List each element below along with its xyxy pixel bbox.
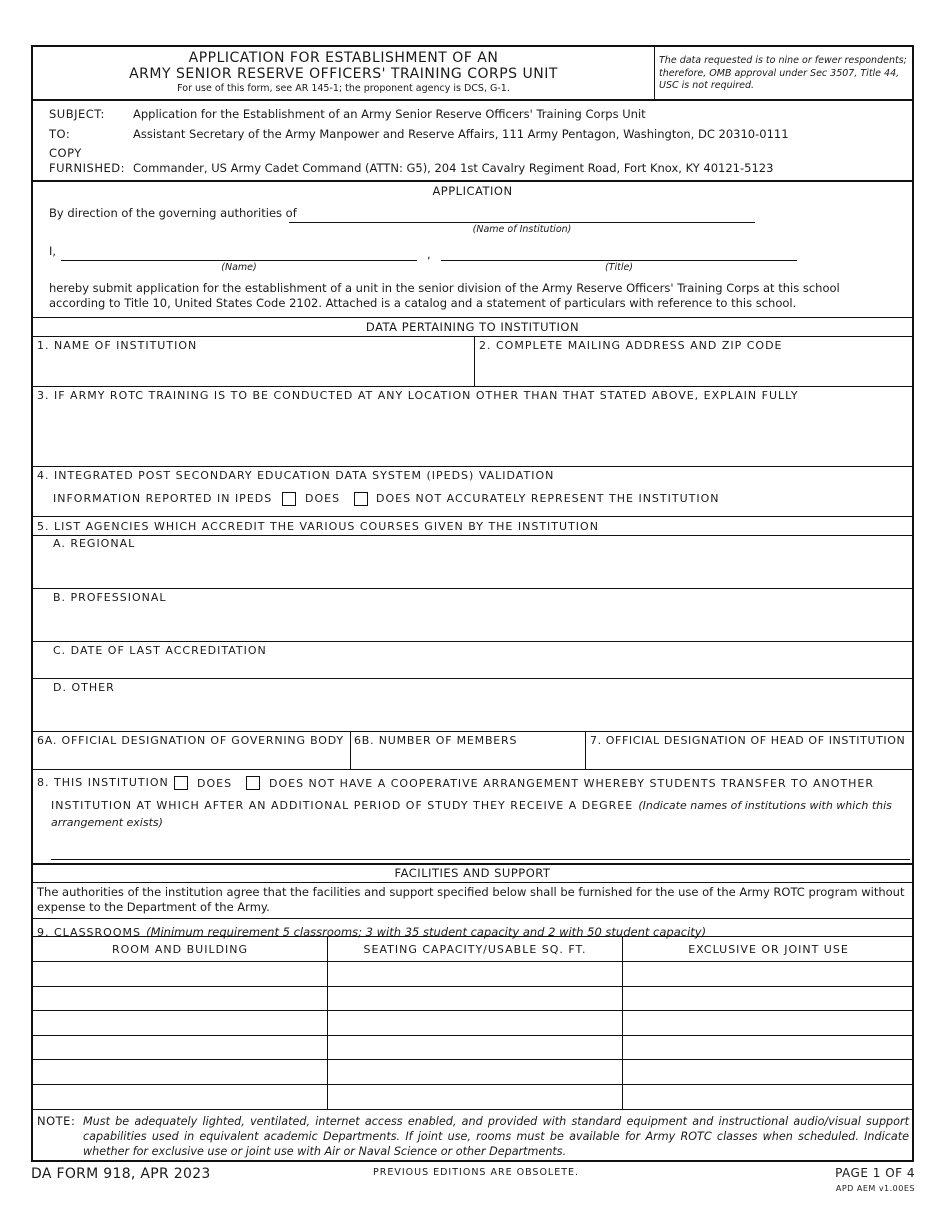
item-9-label: 9. CLASSROOMS [37, 926, 141, 939]
form-title [33, 50, 654, 95]
item-5b-label: B. PROFESSIONAL [53, 591, 167, 604]
cooperative-institutions-line[interactable] [51, 859, 910, 860]
item-1-label: 1. NAME OF INSTITUTION [37, 339, 198, 352]
item-4-label: 4. INTEGRATED POST SECONDARY EDUCATION DATA SYSTEM (IPEDS) VALIDATION [37, 469, 555, 482]
cooperative-does-not-checkbox[interactable] [246, 776, 260, 790]
table-cell-capacity-4[interactable] [328, 1036, 622, 1059]
table-cell-use-4[interactable] [623, 1036, 914, 1059]
item-5-label: 5. LIST AGENCIES WHICH ACCREDIT THE VARIOUS COURSES GIVEN BY THE INSTITUTION [37, 520, 599, 533]
item-3-label: 3. IF ARMY ROTC TRAINING IS TO BE CONDUCTED AT ANY LOCATION OTHER THAN THAT STATED ABOVE, EXPLAIN FULLY [37, 389, 799, 402]
application-heading: APPLICATION [432, 184, 513, 198]
table-cell-room-3[interactable] [33, 1011, 327, 1035]
item-8-note: (Indicate names of institutions with which this arrangement exists) [51, 799, 892, 829]
item-4-info: INFORMATION REPORTED IN IPEDS [53, 492, 273, 505]
head-of-institution-field[interactable] [586, 747, 914, 768]
item-9-note: (Minimum requirement 5 classrooms; 3 with 35 student capacity and 2 with 50 student capacity) [146, 925, 707, 939]
item-5a-label: A. REGIONAL [53, 537, 136, 550]
item-8-does: DOES [197, 777, 233, 790]
to-value: Assistant Secretary of the Army Manpower and Reserve Affairs, 111 Army Pentagon, Washington, DC 20310-0111 [133, 127, 789, 141]
item-9-header [37, 921, 706, 940]
facilities-heading: FACILITIES AND SUPPORT [394, 866, 551, 880]
institution-caption: (Name of Institution) [472, 224, 572, 235]
professional-accreditation-field[interactable] [33, 603, 912, 641]
copy-label: COPY [49, 146, 82, 160]
furnished-label: FURNISHED: [49, 161, 125, 175]
item-4-does-not: DOES NOT ACCURATELY REPRESENT THE INSTITUTION [376, 492, 720, 505]
item-2-label: 2. COMPLETE MAILING ADDRESS AND ZIP CODE [479, 339, 783, 352]
item-8-label: 8. THIS INSTITUTION [37, 776, 169, 789]
obsolete-notice: PREVIOUS EDITIONS ARE OBSOLETE. [373, 1167, 580, 1178]
item-6a-label: 6A. OFFICIAL DESIGNATION OF GOVERNING BODY [37, 734, 344, 747]
column-use-type: EXCLUSIVE OR JOINT USE [688, 943, 849, 956]
governing-body-field[interactable] [33, 747, 350, 768]
form-id: DA FORM 918, APR 2023 [31, 1166, 211, 1182]
application-statement: hereby submit application for the establishment of a unit in the senior division of the Army Reserve Officers' Training Corps at this school according to Title 10, United States Code 2102. Attached is a catalog and a statement of particulars with reference to this school. [49, 281, 840, 310]
direction-text: By direction of the governing authorities of [49, 206, 297, 220]
applicant-title-line[interactable] [441, 260, 797, 261]
item-6b-label: 6B. NUMBER OF MEMBERS [354, 734, 518, 747]
table-cell-capacity-6[interactable] [328, 1085, 622, 1109]
omb-note: The data requested is to nine or fewer respondents; therefore, OMB approval under Sec 3507, Title 44, USC is not required. [659, 55, 907, 91]
to-label: TO: [49, 127, 71, 141]
note-label: NOTE: [37, 1114, 76, 1128]
title-line-2: ARMY SENIOR RESERVE OFFICERS' TRAINING CORPS UNIT [129, 66, 558, 82]
table-cell-use-2[interactable] [623, 987, 914, 1010]
table-cell-capacity-2[interactable] [328, 987, 622, 1010]
data-heading: DATA PERTAINING TO INSTITUTION [365, 320, 580, 334]
ipeds-does-not-checkbox[interactable] [354, 492, 368, 506]
table-cell-room-6[interactable] [33, 1085, 327, 1109]
table-cell-use-1[interactable] [623, 962, 914, 986]
table-cell-room-2[interactable] [33, 987, 327, 1010]
title-line-1: APPLICATION FOR ESTABLISHMENT OF AN [188, 50, 499, 66]
table-cell-capacity-1[interactable] [328, 962, 622, 986]
item-5c-label: C. DATE OF LAST ACCREDITATION [53, 644, 267, 657]
item-5d-label: D. OTHER [53, 681, 115, 694]
column-room-building: ROOM AND BUILDING [111, 943, 249, 956]
institution-name-field[interactable] [33, 349, 474, 385]
column-seating-capacity: SEATING CAPACITY/USABLE SQ. FT. [363, 943, 587, 956]
table-cell-capacity-3[interactable] [328, 1011, 622, 1035]
usage-note: For use of this form, see AR 145-1; the proponent agency is DCS, G-1. [177, 83, 510, 94]
institution-name-line[interactable] [289, 222, 755, 223]
item-4-does: DOES [305, 492, 341, 505]
item-7-label: 7. OFFICIAL DESIGNATION OF HEAD OF INSTITUTION [590, 734, 906, 747]
other-location-field[interactable] [33, 403, 912, 465]
regional-accreditation-field[interactable] [33, 549, 912, 587]
table-cell-capacity-5[interactable] [328, 1060, 622, 1084]
table-cell-use-3[interactable] [623, 1011, 914, 1035]
page-number: PAGE 1 OF 4 [835, 1166, 915, 1180]
mailing-address-field[interactable] [475, 349, 914, 385]
ipeds-does-checkbox[interactable] [282, 492, 296, 506]
furnished-value: Commander, US Army Cadet Command (ATTN: G5), 204 1st Cavalry Regiment Road, Fort Knox, KY 40121-5123 [133, 161, 774, 175]
subject-value: Application for the Establishment of an Army Senior Reserve Officers' Training Corps Unit [133, 107, 646, 121]
item-8-continuation [51, 796, 901, 830]
subject-label: SUBJECT: [49, 107, 105, 121]
table-cell-room-4[interactable] [33, 1036, 327, 1059]
name-caption: (Name) [221, 262, 257, 273]
form-page [31, 45, 914, 1162]
table-cell-use-5[interactable] [623, 1060, 914, 1084]
note-text: Must be adequately lighted, ventilated, internet access enabled, and provided with standard equipment and instructional audio/visual support capabilities used in equivalent academic Departments. If joint use, rooms must be available for Army ROTC classes when scheduled. Indicate whether for exclusive use or joint use with Air or Naval Science or other Departments. [83, 1115, 909, 1158]
other-accreditation-field[interactable] [33, 693, 912, 731]
number-of-members-field[interactable] [351, 747, 585, 768]
facilities-statement: The authorities of the institution agree that the facilities and support specified below shall be furnished for the use of the Army ROTC program without expense to the Department of the Army. [37, 885, 905, 914]
table-cell-room-5[interactable] [33, 1060, 327, 1084]
item-8-does-not: DOES NOT HAVE A COOPERATIVE ARRANGEMENT WHEREBY STUDENTS TRANSFER TO ANOTHER [269, 777, 874, 790]
cooperative-does-checkbox[interactable] [174, 776, 188, 790]
title-caption: (Title) [604, 262, 634, 273]
i-label: I, [49, 244, 57, 258]
accreditation-date-field[interactable] [33, 656, 912, 677]
version-code: APD AEM v1.00ES [835, 1184, 915, 1193]
item-8-line-2: INSTITUTION AT WHICH AFTER AN ADDITIONAL PERIOD OF STUDY THEY RECEIVE A DEGREE [51, 799, 634, 812]
comma: , [427, 247, 431, 261]
table-cell-room-1[interactable] [33, 962, 327, 986]
table-cell-use-6[interactable] [623, 1085, 914, 1109]
applicant-name-line[interactable] [61, 260, 417, 261]
